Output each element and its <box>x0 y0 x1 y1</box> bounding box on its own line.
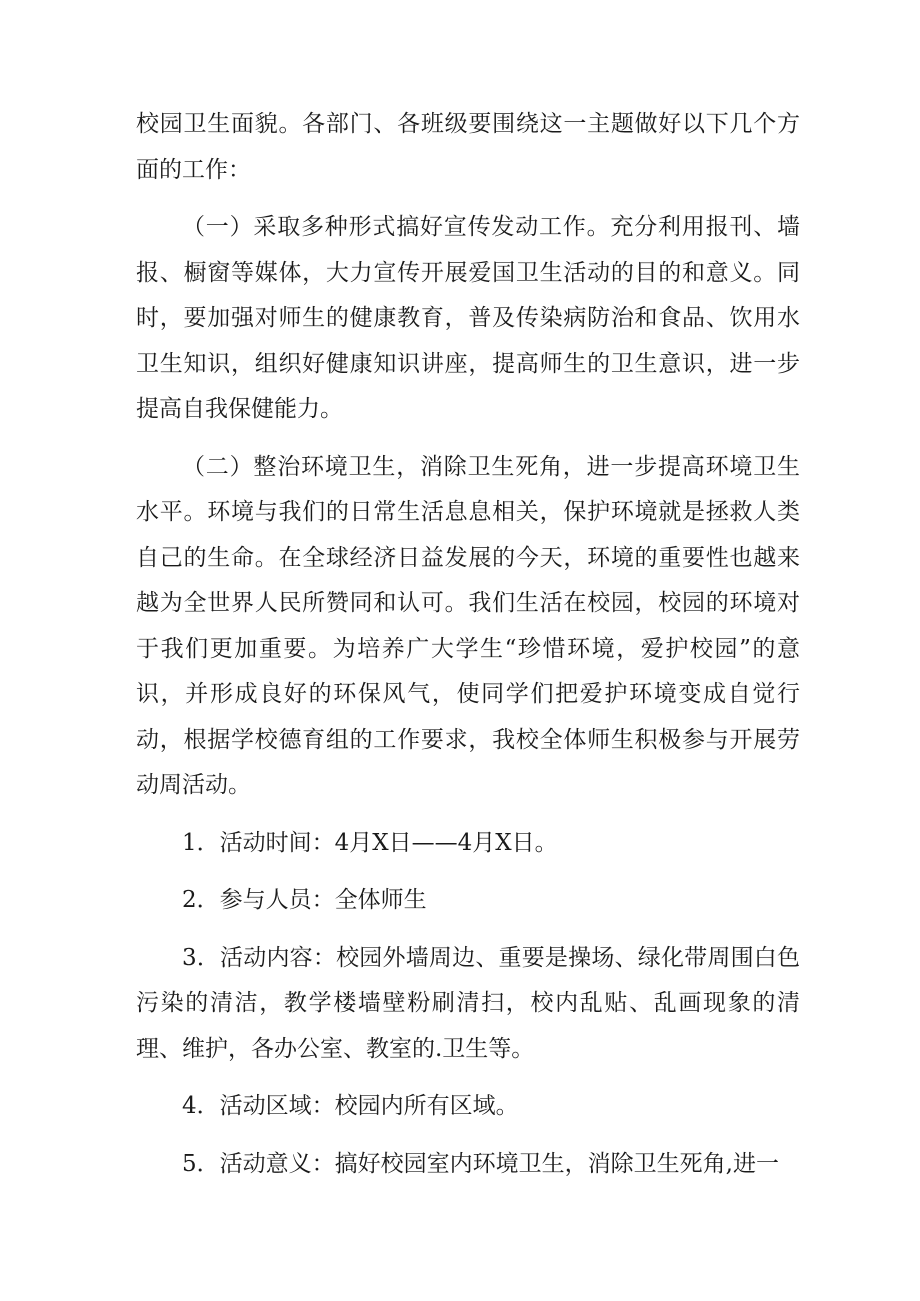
paragraph-section-two: （二）整治环境卫生，消除卫生死角，进一步提高环境卫生水平。环境与我们的日常生活息息相关，保护环境就是拯救人类自己的生命。在全球经济日益发展的今天，环境的重要性也越来越为全世界人民所赞同和认可。我们生活在校园，校园的环境对于我们更加重要。为培养广大学生“珍惜环境，爱护校园”的意识，并形成良好的环保风气，使同学们把爱护环境变成自觉行动，根据学校德育组的工作要求，我校全体师生积极参与开展劳动周活动。 <box>136 453 800 798</box>
list-item-activity-significance: 5．活动意义：搞好校园室内环境卫生，消除卫生死角,进一 <box>182 1150 779 1177</box>
list-item-activity-area: 4．活动区域：校园内所有区域。 <box>182 1093 519 1119</box>
document-body <box>136 102 800 1187</box>
paragraph-continuation: 校园卫生面貌。各部门、各班级要围绕这一主题做好以下几个方面的工作： <box>136 111 800 183</box>
list-item-activity-time: 1．活动时间：4月X日——4月X日。 <box>182 829 558 856</box>
list-item-activity-content: 3．活动内容：校园外墙周边、重要是操场、绿化带周围白色污染的清洁，教学楼墙壁粉刷清扫，校内乱贴、乱画现象的清理、维护，各办公室、教室的.卫生等。 <box>136 944 800 1062</box>
list-item-participants: 2．参与人员：全体师生 <box>182 887 427 913</box>
paragraph-section-one: （一）采取多种形式搞好宣传发动工作。充分利用报刊、墙报、橱窗等媒体，大力宣传开展爱国卫生活动的目的和意义。同时，要加强对师生的健康教育，普及传染病防治和食品、饮用水卫生知识，组织好健康知识讲座，提高师生的卫生意识，进一步提高自我保健能力。 <box>136 214 800 422</box>
